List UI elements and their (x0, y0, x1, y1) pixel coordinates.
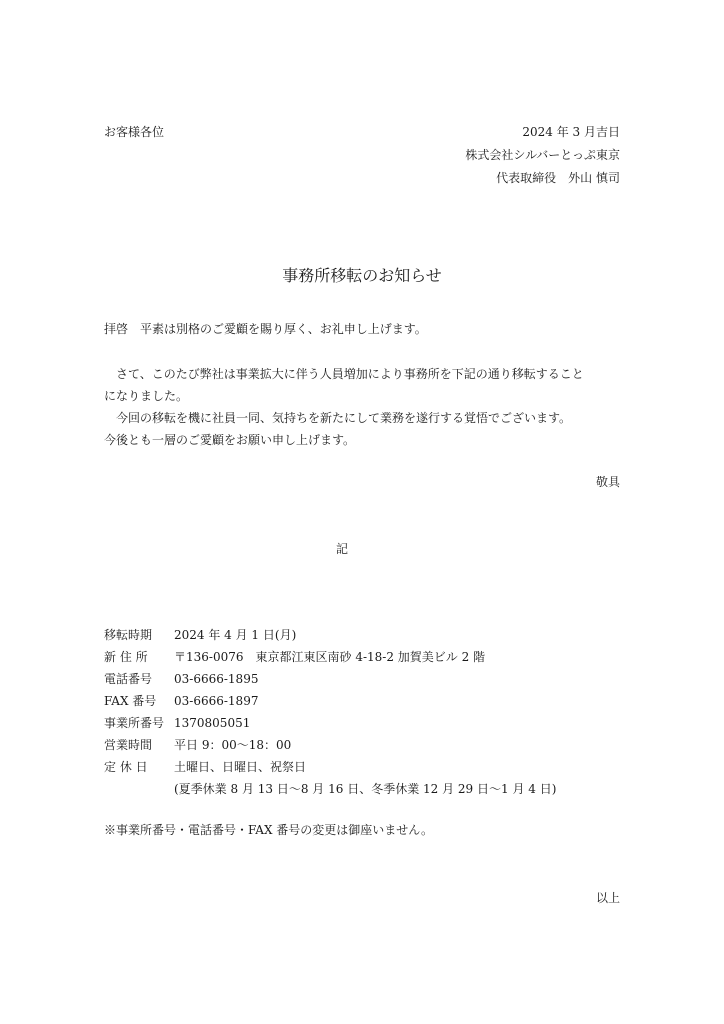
detail-label: FAX 番号 (104, 694, 157, 708)
detail-label: 移転時期 (104, 628, 153, 642)
detail-value: 2024 年 4 月 1 日(月) (174, 628, 297, 642)
detail-label: 事業所番号 (104, 716, 165, 730)
detail-row-business-hours (104, 734, 556, 756)
body-line: 今後とも一層のご愛顧をお願い申し上げます。 (104, 433, 356, 447)
details-list (104, 624, 556, 800)
change-note: ※事業所番号・電話番号・FAX 番号の変更は御座いません。 (104, 823, 434, 837)
body-line: になりました。 (104, 389, 189, 403)
detail-row-move-date (104, 624, 556, 646)
detail-value: (夏季休業 8 月 13 日〜8 月 16 日、冬季休業 12 月 29 日〜1 月 4 日) (174, 782, 557, 796)
detail-label (104, 778, 174, 800)
detail-row-address (104, 646, 556, 668)
body-block (104, 363, 624, 451)
detail-row-office-number (104, 712, 556, 734)
closing-keigu: 敬具 (595, 475, 620, 489)
detail-value: 1370805051 (174, 716, 251, 730)
detail-row-holiday-note (104, 778, 556, 800)
detail-row-phone (104, 668, 556, 690)
ending-ijou: 以上 (595, 891, 620, 905)
document-title: 事務所移転のお知らせ (282, 266, 442, 285)
company-name: 株式会社シルバーとっぷ東京 (465, 148, 620, 162)
detail-label: 電話番号 (104, 672, 153, 686)
representative: 代表取締役 外山 慎司 (496, 171, 620, 185)
recipient: お客様各位 (104, 125, 165, 139)
detail-label: 定 休 日 (104, 760, 148, 774)
greeting: 拝啓 平素は別格のご愛顧を賜り厚く、お礼申し上げます。 (104, 322, 427, 336)
detail-value: 03-6666-1897 (174, 694, 259, 708)
body-line: さて、このたび弊社は事業拡大に伴う人員増加により事務所を下記の通り移転すること (104, 367, 584, 381)
body-line: 今回の移転を機に社員一同、気持ちを新たにして業務を遂行する覚悟でございます。 (104, 411, 572, 425)
detail-value: 03-6666-1895 (174, 672, 259, 686)
detail-value: 〒136-0076 東京都江東区南砂 4-18-2 加賀美ビル 2 階 (174, 650, 486, 664)
detail-label: 新 住 所 (104, 650, 148, 664)
detail-label: 営業時間 (104, 738, 153, 752)
date: 2024 年 3 月吉日 (522, 125, 620, 139)
detail-value: 平日 9：00〜18：00 (174, 738, 292, 752)
detail-row-fax (104, 690, 556, 712)
detail-value: 土曜日、日曜日、祝祭日 (174, 760, 307, 774)
detail-row-holidays (104, 756, 556, 778)
greeting-block (104, 318, 624, 340)
ki-heading: 記 (335, 542, 348, 556)
